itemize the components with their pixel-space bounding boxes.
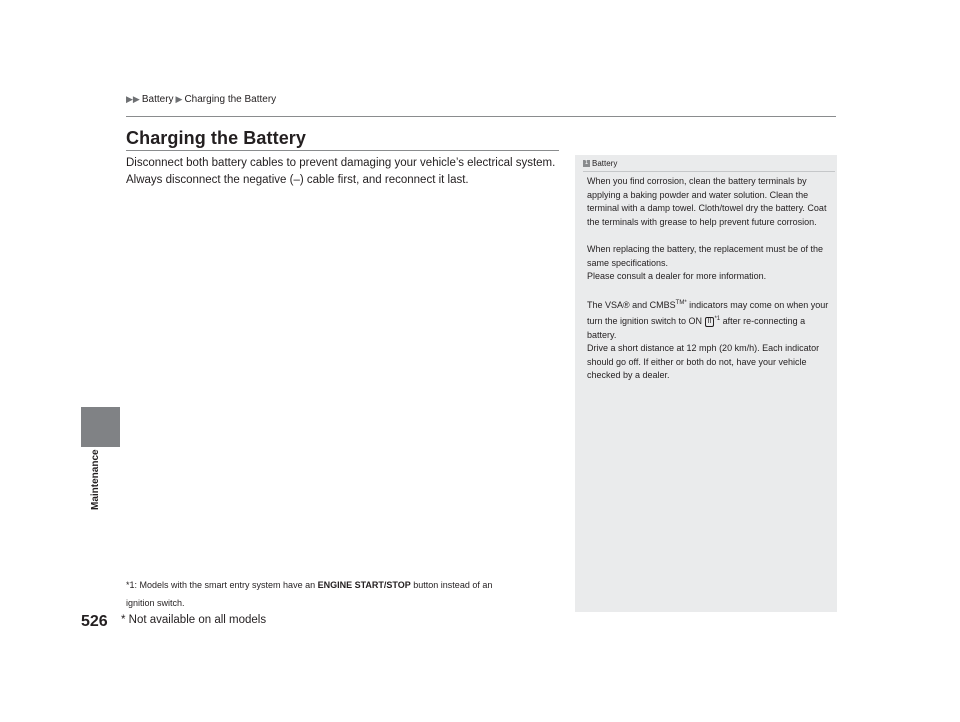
page-number: 526	[81, 613, 108, 630]
body-line: Disconnect both battery cables to prevent damaging your vehicle’s electrical system.	[126, 157, 556, 169]
sidebar-paragraph: Drive a short distance at 12 mph (20 km/h). Each indicator should go off. If either or both do not, have your vehicle checked by a dealer.	[587, 343, 820, 381]
breadcrumb	[126, 94, 276, 105]
sidebar-heading-label: Battery	[592, 159, 618, 168]
ignition-on-ii-icon: II	[705, 317, 715, 327]
header-divider	[126, 116, 836, 117]
breadcrumb-charging[interactable]: Charging the Battery	[184, 94, 277, 105]
page-title: Charging the Battery	[126, 128, 307, 148]
sidebar-body	[587, 175, 833, 397]
section-tab	[81, 407, 120, 447]
sidebar-heading	[583, 159, 617, 168]
engine-start-stop-label: ENGINE START/STOP	[317, 580, 411, 590]
model-footnote: *1: Models with the smart entry system have an ENGINE START/STOP button instead of an ignition switch.	[126, 580, 493, 608]
availability-footnote: * Not available on all models	[121, 614, 267, 626]
triangle-right-icon: ▶	[175, 94, 183, 104]
triangle-right-icon: ▶▶	[126, 94, 140, 104]
body-line: Always disconnect the negative (–) cable first, and reconnect it last.	[126, 174, 469, 186]
reference-number-icon: 1	[584, 160, 589, 166]
section-label: Maintenance	[90, 449, 101, 510]
sidebar-paragraph: When replacing the battery, the replacement must be of the same specifications.	[587, 243, 823, 268]
sidebar-paragraph: Please consult a dealer for more information.	[587, 271, 767, 282]
breadcrumb-battery[interactable]: Battery	[141, 94, 174, 105]
sidebar-divider	[583, 171, 835, 172]
sidebar-paragraph: When you find corrosion, clean the battery terminals by applying a baking powder and water solution. Clean the terminal with a damp towel. Cloth/towel dry the battery. Coat the terminals with grease to help prevent future corrosion.	[587, 176, 827, 227]
sidebar-paragraph: The VSA® and $CMBS^{TM*}$ indicators may come on when your turn the ignition switch to ON II $^{*1}$ after re-connecting a battery.	[587, 300, 829, 340]
battery-sidebar	[575, 155, 837, 612]
main-body	[126, 155, 566, 189]
title-divider	[126, 150, 559, 151]
